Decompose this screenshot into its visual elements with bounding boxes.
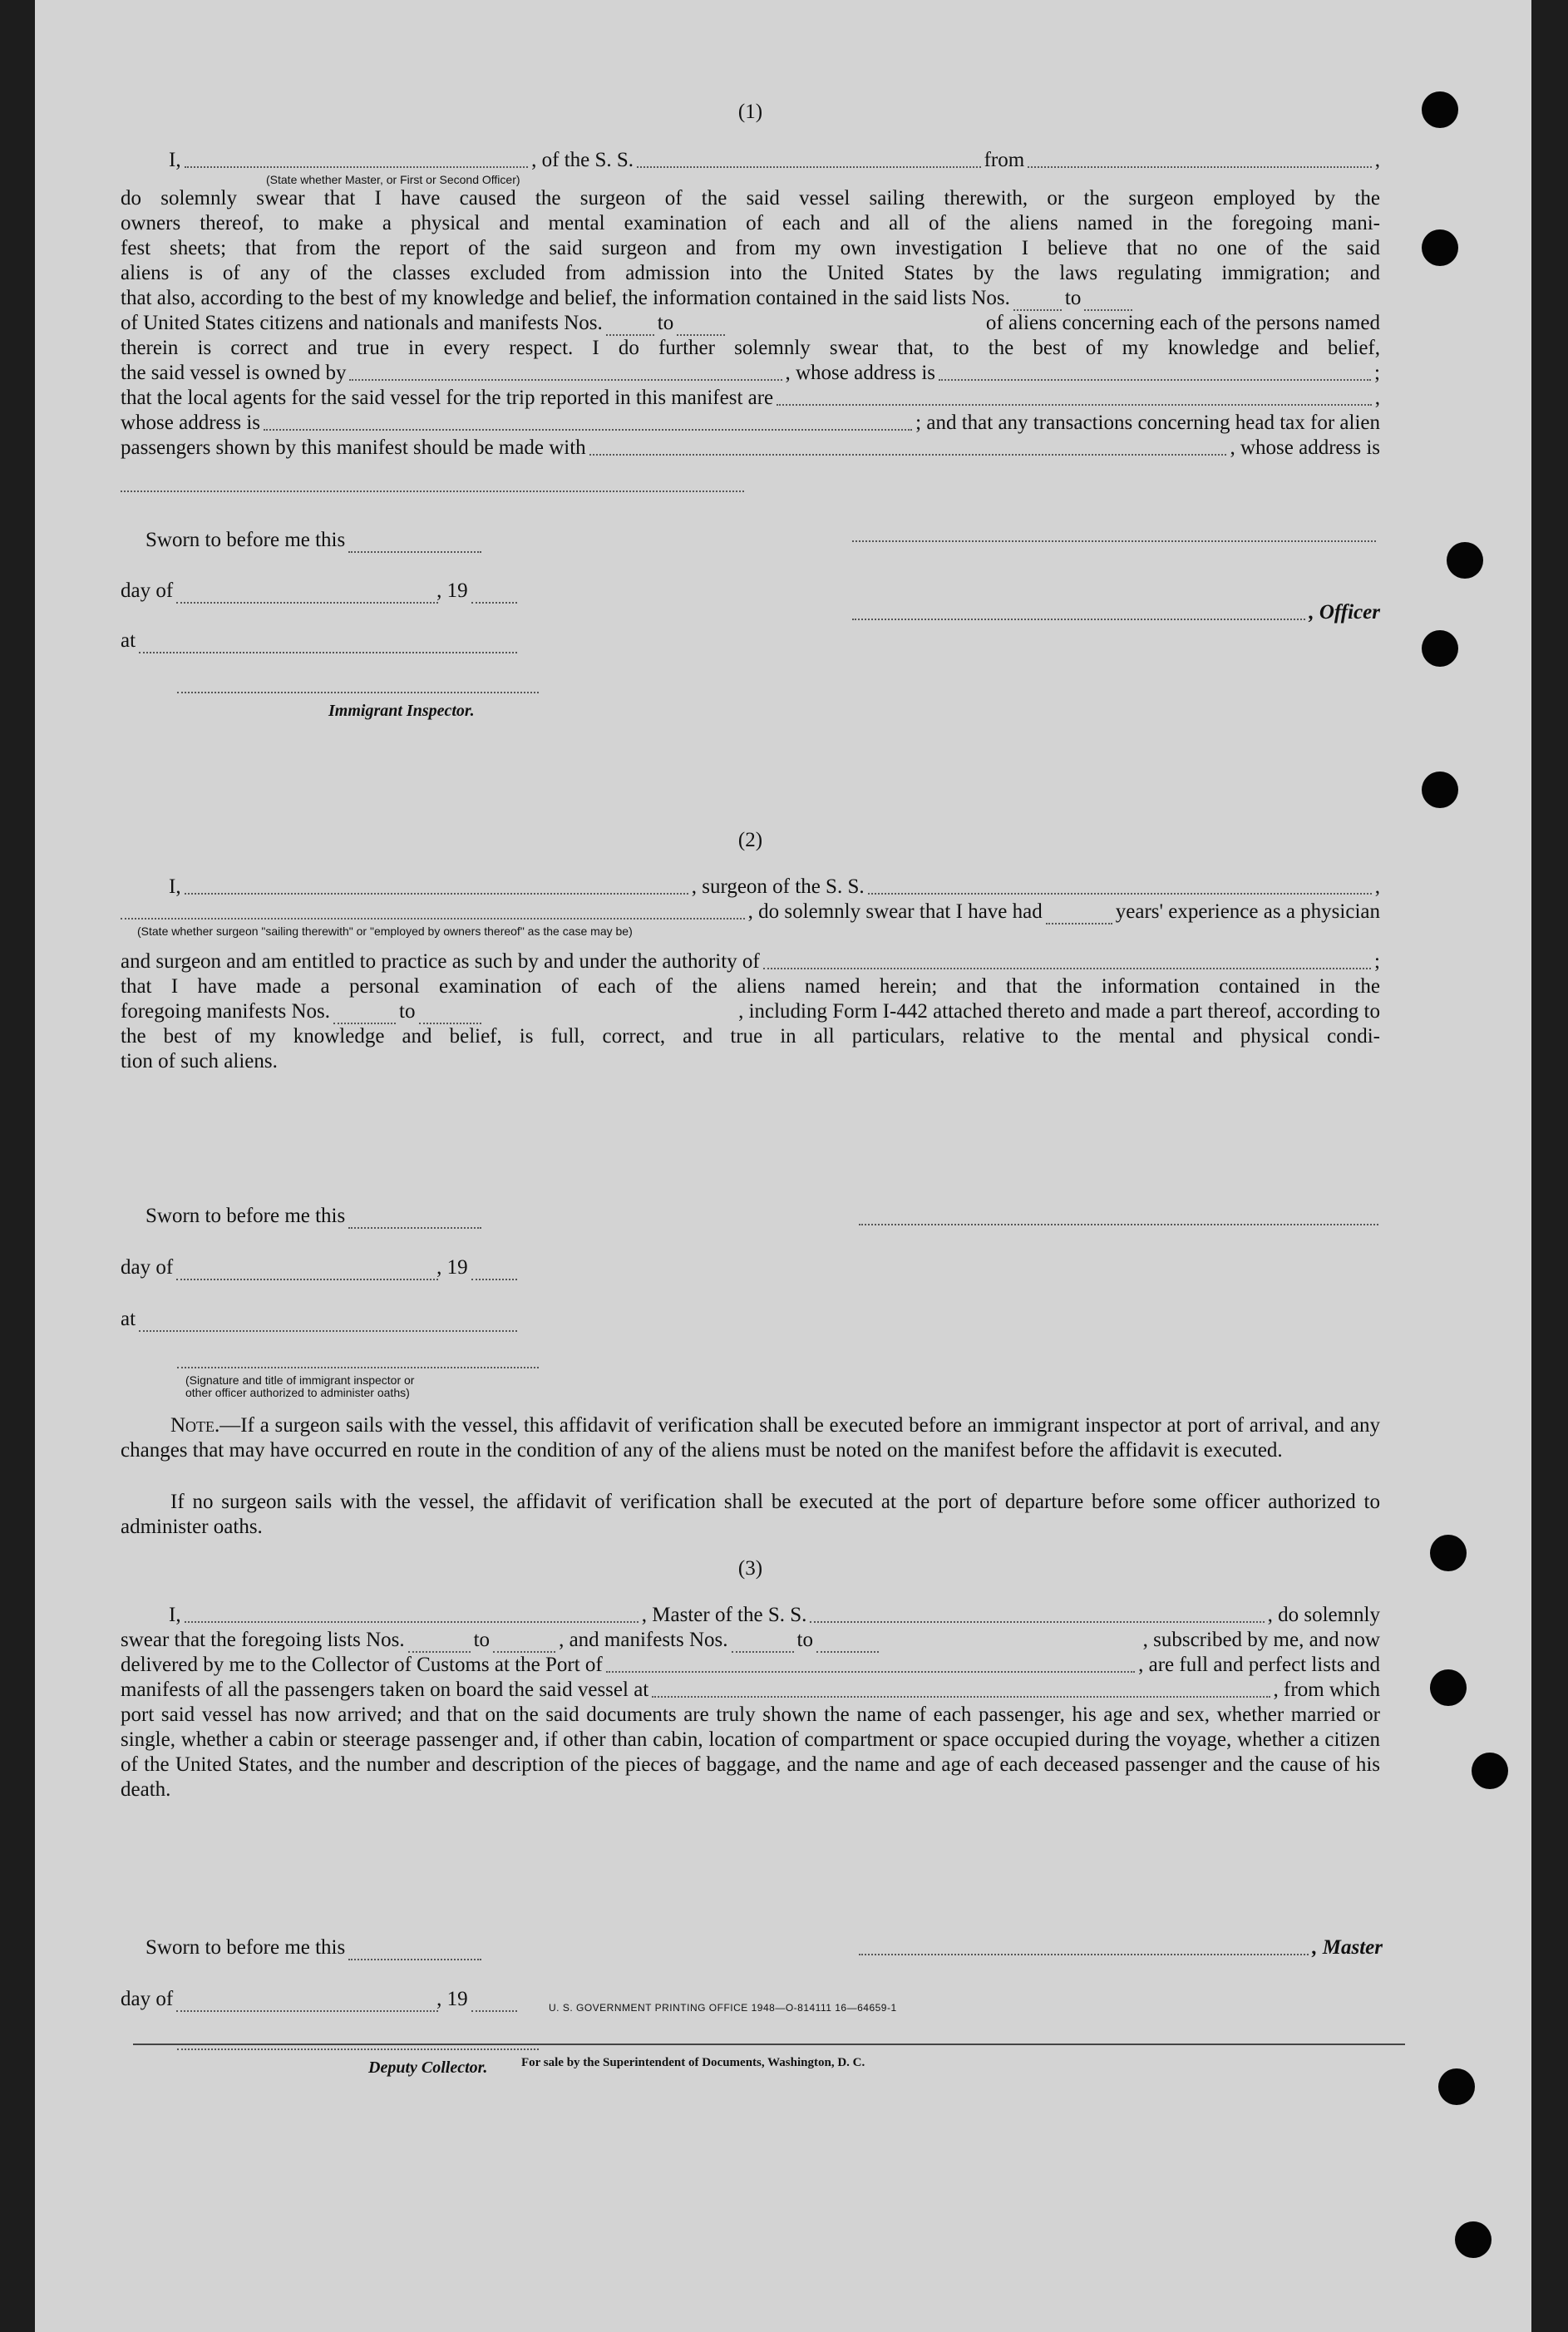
s3-line-5: port said vessel has now arrived; and that on the said documents are truly shown the name of each passenger, his age and sex, whether married or single, whether a cabin or steerage passenger and, if other than cabin, location of compartment or space occupied during the voyage, whether a citizen of the United States, and the number and description of the pieces of baggage, and the name and age of each deceased passenger and the cause of his death. — [121, 1703, 1380, 1801]
s3-list-to-field[interactable] — [493, 1634, 555, 1653]
years-experience-field[interactable] — [1046, 906, 1112, 924]
s1-l9-c: ; — [1374, 362, 1380, 384]
s2-manifest-to-field[interactable] — [419, 1006, 481, 1024]
s1-line-8: therein is correct and true in every respect. I do further solemnly swear that, to the best of my knowledge and belief, — [121, 337, 1380, 359]
s2-manifest-from-field[interactable] — [333, 1006, 396, 1024]
s2-place-field[interactable] — [139, 1314, 517, 1332]
owner-field[interactable] — [349, 379, 782, 381]
s2-line-3 — [121, 949, 1380, 974]
s2-note — [121, 1413, 1380, 1463]
s2-l3-b: ; — [1374, 950, 1380, 973]
s1-sworn-label: Sworn to before me this — [145, 529, 346, 551]
s1-l6-b: to — [1064, 287, 1082, 309]
punch-hole-2 — [1422, 229, 1458, 266]
s3-l1-a: I, — [169, 1604, 181, 1626]
s1-line-5: aliens is of any of the classes excluded from admission into the United States by the laws regulating immigration; and — [121, 262, 1380, 284]
boarding-port-field[interactable] — [652, 1696, 1270, 1698]
s1-line-7 — [121, 311, 1380, 336]
s1-l1-c: from — [984, 149, 1025, 171]
surgeon-name-field[interactable] — [185, 893, 688, 895]
s2-sworn-label: Sworn to before me this — [145, 1205, 346, 1227]
s2-l5-a: foregoing manifests Nos. — [121, 1000, 331, 1023]
s2-at-label: at — [121, 1308, 136, 1330]
s2-l1-c: , — [1374, 875, 1381, 898]
s3-sworn-date-field[interactable] — [348, 1942, 481, 1960]
s3-sworn-row — [145, 1935, 485, 1960]
s3-l4-a: manifests of all the passengers taken on board the said vessel at — [121, 1679, 649, 1701]
s1-place-field[interactable] — [139, 635, 517, 653]
s3-l4-b: , from which — [1273, 1679, 1380, 1701]
s1-officer-signature-field[interactable] — [852, 619, 1305, 620]
head-tax-contact-field[interactable] — [589, 454, 1227, 456]
s1-l7-b: to — [657, 312, 674, 334]
s1-line-12 — [121, 436, 1380, 461]
section-1 — [121, 100, 1381, 720]
s1-address-line[interactable] — [121, 491, 744, 492]
punch-hole-6 — [1430, 1535, 1467, 1571]
s1-l7-c: of aliens concerning each of the persons named — [985, 312, 1380, 334]
agents-address-field[interactable] — [264, 429, 912, 431]
s1-dayof-row — [121, 579, 520, 604]
s1-l12-b: , whose address is — [1230, 436, 1380, 459]
master-name-field[interactable] — [185, 1621, 639, 1623]
punch-hole-4 — [1422, 630, 1458, 667]
s1-l10-a: that the local agents for the said vessel for the trip reported in this manifest are — [121, 387, 774, 409]
officer-name-field[interactable] — [185, 166, 529, 168]
master-signature-field[interactable] — [859, 1954, 1309, 1955]
s3-list-from-field[interactable] — [408, 1634, 471, 1653]
s1-line-1 — [121, 148, 1380, 173]
punch-hole-3 — [1447, 542, 1483, 579]
s3-l3-b: , are full and perfect lists and — [1138, 1654, 1380, 1676]
s2-l5-b: to — [399, 1000, 416, 1023]
s2-dayof-row — [121, 1255, 520, 1280]
s1-l6-a: that also, according to the best of my knowledge and belief, the information contained in the said lists Nos. — [121, 287, 1010, 309]
sale-notice: For sale by the Superintendent of Documents, Washington, D. C. — [521, 2056, 865, 2069]
s1-caption: (State whether Master, or First or Second Officer) — [266, 173, 520, 186]
customs-port-field[interactable] — [606, 1671, 1135, 1673]
list-no-from-field[interactable] — [1013, 293, 1062, 311]
s2-line-5 — [121, 999, 1380, 1024]
s1-officer-row — [852, 600, 1380, 625]
s1-line-4: fest sheets; that from the report of the said surgeon and from my own investigation I believe that no one of the said — [121, 237, 1380, 259]
s1-l1-d: , — [1374, 149, 1381, 171]
section-2 — [121, 828, 1381, 1538]
s2-ship-name-field[interactable] — [868, 893, 1372, 895]
s3-l2-d: to — [796, 1629, 813, 1651]
s2-signature-caption-2: other officer authorized to administer oaths) — [185, 1386, 410, 1399]
s1-at-label: at — [121, 629, 136, 652]
s3-manifest-from-field[interactable] — [732, 1634, 794, 1653]
gpo-imprint: U. S. GOVERNMENT PRINTING OFFICE 1948—O-814111 16—64659-1 — [549, 2002, 897, 2014]
s1-officer-label: , Officer — [1309, 601, 1380, 624]
s2-signature-caption-1: (Signature and title of immigrant inspector or — [185, 1373, 415, 1387]
s2-line-6: the best of my knowledge and belief, is full, correct, and true in all particulars, relative to the mental and physical condi- — [121, 1025, 1380, 1048]
s3-l1-b: , Master of the S. S. — [641, 1604, 807, 1626]
s2-l1-b: , surgeon of the S. S. — [691, 875, 865, 898]
s1-line-3: owners thereof, to make a physical and mental examination of each and all of the aliens named in the foregoing mani- — [121, 212, 1380, 234]
deputy-signature-line[interactable] — [177, 2049, 539, 2050]
s2-l1-a: I, — [169, 875, 181, 898]
s2-surgeon-signature-line[interactable] — [859, 1224, 1378, 1225]
s3-l2-c: , and manifests Nos. — [559, 1629, 728, 1651]
s3-dayof-label: day of — [121, 1988, 174, 2010]
ship-name-field[interactable] — [637, 166, 981, 168]
s3-line-2 — [121, 1628, 1380, 1653]
s1-inspector-caption: Immigrant Inspector. — [328, 702, 475, 720]
s1-year-label: , 19 — [436, 579, 468, 602]
s2-caption: (State whether surgeon "sailing therewith" or "employed by owners thereof" as the case may be) — [137, 924, 633, 938]
s1-line-10 — [121, 386, 1380, 411]
s3-l3-a: delivered by me to the Collector of Customs at the Port of — [121, 1654, 603, 1676]
s2-sworn-date-field[interactable] — [348, 1210, 481, 1229]
s3-manifest-to-field[interactable] — [816, 1634, 879, 1653]
s2-line-1 — [121, 875, 1380, 900]
s3-l2-e: , subscribed by me, and now — [1142, 1629, 1380, 1651]
s1-line-6 — [121, 286, 1380, 311]
owner-address-field[interactable] — [939, 379, 1371, 381]
deputy-caption: Deputy Collector. — [368, 2058, 488, 2077]
section-1-number: (1) — [737, 101, 763, 123]
punch-hole-7 — [1430, 1669, 1467, 1706]
s1-sworn-row — [145, 528, 485, 553]
s1-line-2: do solemnly swear that I have caused the surgeon of the said vessel sailing therewith, or the surgeon employed by the — [121, 187, 1380, 210]
s2-line-4: that I have made a personal examination of each of the aliens named herein; and that the information contained in the — [121, 975, 1380, 998]
s3-l2-b: to — [473, 1629, 491, 1651]
s1-line-11 — [121, 411, 1380, 436]
s2-sworn-row — [145, 1204, 485, 1229]
s3-ship-name-field[interactable] — [810, 1621, 1264, 1623]
from-port-field[interactable] — [1028, 166, 1372, 168]
note-text: —If a surgeon sails with the vessel, this affidavit of verification shall be executed before an immigrant inspector at port of arrival, and any changes that may have occurred en route in the condition of any of the aliens must be noted on the manifest before the affidavit is executed. — [121, 1414, 1380, 1462]
s2-inspector-signature-line[interactable] — [177, 1367, 539, 1368]
section-2-number: (2) — [737, 829, 763, 851]
s1-l11-a: whose address is — [121, 412, 261, 434]
s2-month-field[interactable] — [176, 1262, 438, 1280]
punch-hole-5 — [1422, 772, 1458, 808]
s2-year-label: , 19 — [436, 1256, 468, 1279]
s3-master-label: , Master — [1312, 1936, 1383, 1959]
surgeon-type-field[interactable] — [121, 918, 745, 919]
s3-year-label: , 19 — [436, 1988, 468, 2010]
s1-l1-a: I, — [169, 149, 181, 171]
punch-hole-8 — [1472, 1753, 1508, 1789]
s1-month-field[interactable] — [176, 585, 438, 604]
s3-sworn-label: Sworn to before me this — [145, 1936, 346, 1959]
s1-l9-a: the said vessel is owned by — [121, 362, 347, 384]
s2-note-2: If no surgeon sails with the vessel, the affidavit of verification shall be executed at the port of departure before some officer authorized to administer oaths. — [121, 1491, 1380, 1538]
local-agents-field[interactable] — [777, 404, 1372, 406]
punch-hole-10 — [1455, 2221, 1492, 2258]
s2-l3-a: and surgeon and am entitled to practice as such by and under the authority of — [121, 950, 760, 973]
s3-year-field[interactable] — [471, 1994, 517, 2012]
authority-field[interactable] — [763, 968, 1371, 969]
list-no-to-field[interactable] — [1084, 293, 1132, 311]
manifest-no-from-field[interactable] — [606, 318, 654, 336]
s1-l9-b: , whose address is — [785, 362, 936, 384]
punch-hole-9 — [1438, 2068, 1475, 2105]
punch-hole-1 — [1422, 91, 1458, 128]
s1-l12-a: passengers shown by this manifest should be made with — [121, 436, 586, 459]
s1-at-row — [121, 629, 520, 653]
s1-l1-b: , of the S. S. — [531, 149, 634, 171]
s3-master-row — [859, 1935, 1383, 1960]
s1-signature-line-1[interactable] — [852, 540, 1376, 542]
s2-year-field[interactable] — [471, 1262, 517, 1280]
s1-inspector-signature-line[interactable] — [177, 692, 539, 693]
s3-line-4 — [121, 1678, 1380, 1703]
s1-sworn-date-field[interactable] — [348, 535, 481, 553]
s3-line-3 — [121, 1653, 1380, 1678]
s3-l2-a: swear that the foregoing lists Nos. — [121, 1629, 405, 1651]
s3-month-field[interactable] — [176, 1994, 438, 2012]
s2-l2-a: , do solemnly swear that I have had — [747, 900, 1043, 923]
s3-line-1 — [121, 1603, 1380, 1628]
s1-year-field[interactable] — [471, 585, 517, 604]
s1-line-9 — [121, 361, 1380, 386]
s2-line-2 — [121, 900, 1380, 924]
s3-dayof-row — [121, 1987, 520, 2012]
s3-l1-c: , do solemnly — [1267, 1604, 1381, 1626]
s2-at-row — [121, 1307, 520, 1332]
s1-l11-b: ; and that any transactions concerning head tax for alien — [915, 412, 1380, 434]
s2-line-7: tion of such aliens. — [121, 1050, 278, 1072]
footer-rule — [133, 2044, 1405, 2045]
s1-l7-a: of United States citizens and nationals and manifests Nos. — [121, 312, 603, 334]
s1-l10-b: , — [1374, 387, 1380, 409]
s2-dayof-label: day of — [121, 1256, 174, 1279]
s2-l5-c: , including Form I-442 attached thereto and made a part thereof, according to — [738, 1000, 1380, 1023]
section-3-number: (3) — [737, 1557, 763, 1580]
s2-l2-b: years' experience as a physician — [1115, 900, 1380, 923]
s1-dayof-label: day of — [121, 579, 174, 602]
note-label: Note. — [170, 1414, 220, 1437]
manifest-no-to-field[interactable] — [677, 318, 725, 336]
